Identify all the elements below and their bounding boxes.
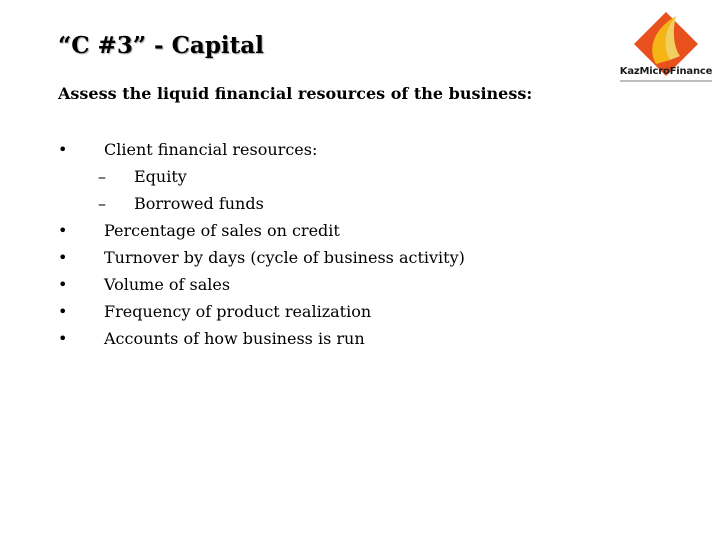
sub-list-item-text: Equity xyxy=(134,167,187,186)
bullet-marker: • xyxy=(58,140,68,159)
list-item-text: Volume of sales xyxy=(104,275,231,294)
bullet-marker: • xyxy=(58,329,68,348)
bullet-marker: • xyxy=(58,302,68,321)
bullet-marker: • xyxy=(58,221,68,240)
slide-subtitle: Assess the liquid financial resources of the business: xyxy=(58,84,533,103)
dash-marker: – xyxy=(98,194,106,213)
dash-marker: – xyxy=(98,167,106,186)
bullet-marker: • xyxy=(58,248,68,267)
list-item-text: Accounts of how business is run xyxy=(104,329,365,348)
slide-title: “C #3” - Capital xyxy=(58,32,264,59)
bullet-marker: • xyxy=(58,275,68,294)
logo-underline xyxy=(620,80,712,82)
list-item-text: Client financial resources: xyxy=(104,140,318,159)
logo-wordmark: KazMicroFinance xyxy=(619,66,713,77)
list-item-text: Turnover by days (cycle of business activity) xyxy=(104,248,465,267)
list-item-text: Percentage of sales on credit xyxy=(104,221,340,240)
sub-list-item-text: Borrowed funds xyxy=(134,194,264,213)
list-item-text: Frequency of product realization xyxy=(104,302,372,321)
